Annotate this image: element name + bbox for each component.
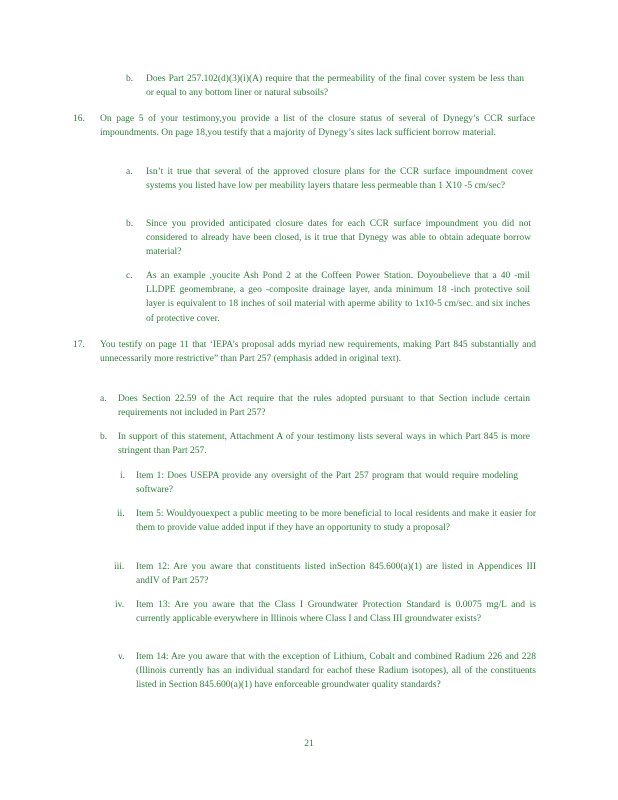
page-number: 21: [304, 739, 314, 749]
item-label: v.: [118, 652, 125, 662]
item-text: Item 1: Does USEPA provide any oversight of the Part 257 program that would require modeling software?: [136, 471, 518, 496]
item-text: Since you provided anticipated closure dates for each CCR surface impoundment you did not considered to already have been closed, is it true that Dynegy was able to obtain adequate borrow material?: [146, 219, 531, 258]
item-text: In support of this statement, Attachment A of your testimony lists several ways in which Part 845 is more stringent than Part 257.: [118, 432, 530, 457]
item-label: b.: [126, 74, 134, 84]
item-label: c.: [126, 271, 133, 281]
item-text: Does Section 22.59 of the Act require that the rules adopted pursuant to that Section include certain requirements not included in Part 257?: [118, 394, 530, 419]
item-label: iii.: [114, 562, 125, 572]
item-text: Does Part 257.102(d)(3)(i)(A) require that the permeability of the final cover system be less than or equal to any bottom liner or natural subsoils?: [146, 74, 524, 99]
item-text: As an example ,youcite Ash Pond 2 at the Coffeen Power Station. Doyoubelieve that a 40 -mil LLDPE geomembrane, a geo -composite drainage layer, anda minimum 18 -inch protective soil layer is equivalent to 18 inches of soil material with aperme ability to 1x10-5 cm/sec. and six inches of protective cover.: [146, 271, 530, 324]
item-text: Item 13: Are you aware that the Class I Groundwater Protection Standard is 0.0075 mg/L and is currently applicable everywhere in Illinois where Class I and Class III groundwater exists?: [136, 600, 536, 625]
item-text: You testify on page 11 that ‘IEPA’s proposal adds myriad new requirements, making Part 845 substantially and unnecessarily more restrictive” than Part 257 (emphasis added in original text).: [100, 340, 536, 365]
item-text: On page 5 of your testimony,you provide a list of the closure status of several of Dynegy’s CCR surface impoundments. On page 18,you testify that a majority of Dynegy’s sites lack sufficient borrow material.: [100, 114, 535, 139]
item-label: 17.: [73, 340, 85, 350]
item-text: Item 14: Are you aware that with the exception of Lithium, Cobalt and combined Radium 226 and 228 (Illinois currently has an individual standard for eachof these Radium isotopes), all of the constituents listed in Section 845.600(a)(1) have enforceable groundwater quality standards?: [136, 652, 536, 691]
item-label: b.: [126, 219, 134, 229]
item-label: b.: [100, 432, 108, 442]
item-label: a.: [126, 167, 133, 177]
item-label: ii.: [117, 509, 125, 519]
item-text: Isn’t it true that several of the approved closure plans for the CCR surface impoundment cover systems you listed have low per meability layers thatare less permeable than 1 X10 -5 cm/sec?: [146, 167, 533, 192]
item-text: Item 12: Are you aware that constituents listed inSection 845.600(a)(1) are listed in Appendices III andIV of Part 257?: [136, 562, 536, 587]
item-label: 16.: [73, 114, 85, 124]
item-text: Item 5: Wouldyouexpect a public meeting to be more beneficial to local residents and make it easier for them to provide value added input if they have an opportunity to study a proposal?: [136, 509, 536, 534]
item-label: i.: [120, 471, 126, 481]
item-label: iv.: [115, 600, 125, 610]
item-label: a.: [100, 394, 107, 404]
